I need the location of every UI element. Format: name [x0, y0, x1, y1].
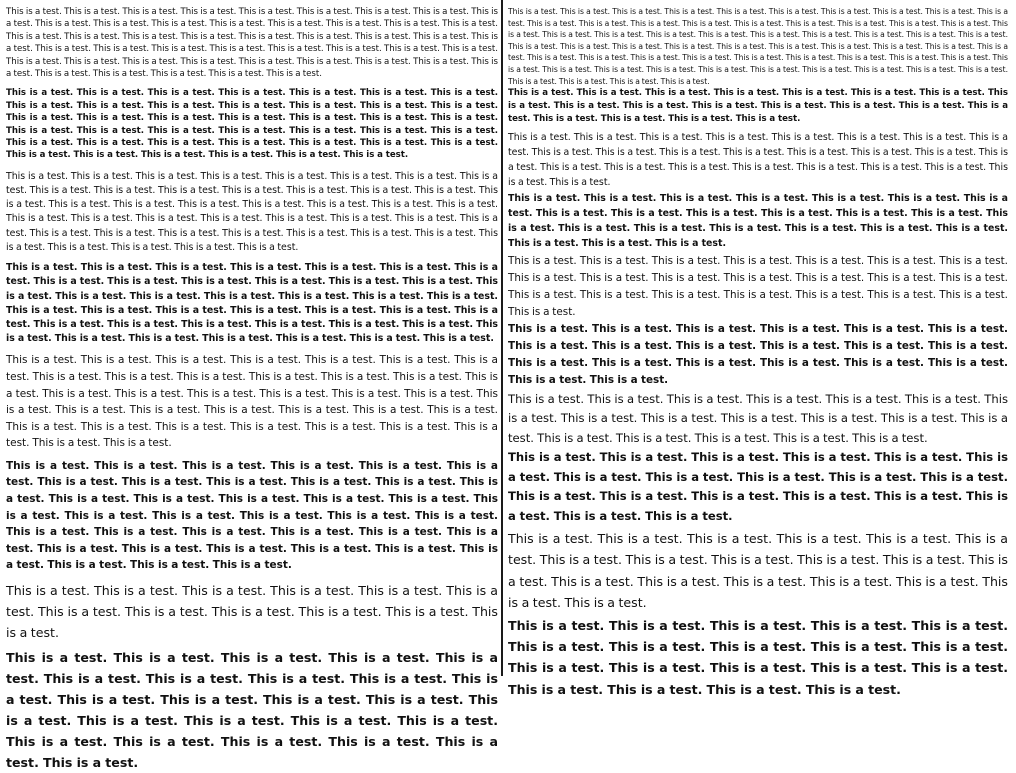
- text-paragraph: This is a test. This is a test. This is a test. This is a test. This is a test. This is a test. This is a test. This is a test. This is a test. This is a test. This is a test. This is a test. This is a test. This is a test. This is a test. This is a test. This is a test. This is a test. This is a test. This is a test. This is a test. This is a test. This is a test. This is a test. This is a test.: [6, 650, 498, 771]
- text-paragraph: This is a test. This is a test. This is a test. This is a test. This is a test. This is a test. This is a test. This is a test. This is a test. This is a test. This is a test. This is a test. This is a test. This is a test. This is a test. This is a test. This is a test. This is a test. This is a test. This is a test. This is a test. This is a test. This is a test. This is a test. This is a test.: [508, 132, 1008, 189]
- text-paragraph: This is a test. This is a test. This is a test. This is a test. This is a test. This is a test. This is a test. This is a test. This is a test. This is a test. This is a test. This is a test. This is a test. This is a test. This is a test. This is a test. This is a test. This is a test. This is a test. This is a test. This is a test. This is a test.: [508, 255, 1008, 318]
- text-paragraph: This is a test. This is a test. This is a test. This is a test. This is a test. This is a test. This is a test. This is a test. This is a test. This is a test. This is a test. This is a test. This is a test. This is a test. This is a test. This is a test. This is a test. This is a test. This is a test.: [508, 617, 1008, 697]
- text-paragraph: This is a test. This is a test. This is a test. This is a test. This is a test. This is a test. This is a test. This is a test. This is a test. This is a test. This is a test. This is a test. This is a test. This is a test. This is a test. This is a test. This is a test. This is a test. This is a test. This is a test. This is a test. This is a test. This is a test. This is a test. This is a test. This is a test. This is a test. This is a test. This is a test. This is a test. This is a test. This is a test. This is a test. This is a test. This is a test. This is a test. This is a test. This is a test. This is a test. This is a test.: [6, 262, 498, 345]
- left-text-column: [0, 0, 502, 771]
- text-paragraph: This is a test. This is a test. This is a test. This is a test. This is a test. This is a test. This is a test. This is a test. This is a test. This is a test. This is a test. This is a test. This is a test. This is a test. This is a test. This is a test. This is a test. This is a test. This is a test.: [508, 88, 1008, 125]
- text-paragraph: This is a test. This is a test. This is a test. This is a test. This is a test. This is a test. This is a test. This is a test. This is a test. This is a test. This is a test. This is a test.: [6, 583, 498, 641]
- text-paragraph: This is a test. This is a test. This is a test. This is a test. This is a test. This is a test. This is a test. This is a test. This is a test. This is a test. This is a test. This is a test. This is a test. This is a test. This is a test. This is a test. This is a test. This is a test. This is a test. This is a test. This is a test. This is a test. This is a test. This is a test. This is a test. This is a test. This is a test. This is a test. This is a test. This is a test. This is a test. This is a test. This is a test. This is a test. This is a test. This is a test. This is a test. This is a test. This is a test. This is a test. This is a test.: [6, 88, 498, 161]
- text-paragraph: This is a test. This is a test. This is a test. This is a test. This is a test. This is a test. This is a test. This is a test. This is a test. This is a test. This is a test. This is a test. This is a test. This is a test. This is a test. This is a test. This is a test. This is a test. This is a test.: [508, 450, 1008, 523]
- text-paragraph: This is a test. This is a test. This is a test. This is a test. This is a test. This is a test. This is a test. This is a test. This is a test. This is a test. This is a test. This is a test. This is a test. This is a test. This is a test. This is a test. This is a test. This is a test. This is a test. This is a test. This is a test. This is a test. This is a test. This is a test. This is a test. This is a test. This is a test. This is a test. This is a test. This is a test. This is a test. This is a test. This is a test. This is a test. This is a test. This is a test. This is a test. This is a test.: [6, 459, 498, 572]
- text-paragraph: This is a test. This is a test. This is a test. This is a test. This is a test. This is a test. This is a test. This is a test. This is a test. This is a test. This is a test. This is a test. This is a test. This is a test. This is a test. This is a test. This is a test. This is a test. This is a test. This is a test. This is a test. This is a test. This is a test. This is a test. This is a test. This is a test. This is a test. This is a test. This is a test. This is a test. This is a test. This is a test. This is a test. This is a test. This is a test. This is a test. This is a test. This is a test. This is a test. This is a test. This is a test. This is a test. This is a test.: [6, 170, 498, 253]
- right-text-column: [503, 0, 1016, 697]
- text-paragraph: This is a test. This is a test. This is a test. This is a test. This is a test. This is a test. This is a test. This is a test. This is a test. This is a test. This is a test. This is a test. This is a test. This is a test. This is a test. This is a test. This is a test. This is a test. This is a test. This is a test. This is a test. This is a test. This is a test.: [508, 193, 1008, 250]
- text-paragraph: This is a test. This is a test. This is a test. This is a test. This is a test. This is a test. This is a test. This is a test. This is a test. This is a test. This is a test. This is a test. This is a test. This is a test. This is a test. This is a test. This is a test. This is a test. This is a test.: [508, 531, 1008, 611]
- text-paragraph: This is a test. This is a test. This is a test. This is a test. This is a test. This is a test. This is a test. This is a test. This is a test. This is a test. This is a test. This is a test. This is a test. This is a test. This is a test. This is a test. This is a test. This is a test. This is a test. This is a test. This is a test. This is a test. This is a test. This is a test. This is a test. This is a test. This is a test. This is a test. This is a test. This is a test. This is a test. This is a test. This is a test. This is a test. This is a test. This is a test.: [6, 354, 498, 450]
- text-paragraph: This is a test. This is a test. This is a test. This is a test. This is a test. This is a test. This is a test. This is a test. This is a test. This is a test. This is a test. This is a test. This is a test. This is a test. This is a test. This is a test. This is a test. This is a test. This is a test. This is a test.: [508, 323, 1008, 386]
- text-paragraph: This is a test. This is a test. This is a test. This is a test. This is a test. This is a test. This is a test. This is a test. This is a test. This is a test. This is a test. This is a test. This is a test. This is a test. This is a test. This is a test. This is a test. This is a test. This is a test. This is a test. This is a test. This is a test. This is a test. This is a test. This is a test. This is a test. This is a test. This is a test. This is a test. This is a test. This is a test. This is a test. This is a test. This is a test. This is a test. This is a test. This is a test. This is a test. This is a test. This is a test. This is a test. This is a test. This is a test. This is a test. This is a test. This is a test. This is a test. This is a test. This is a test. This is a test. This is a test. This is a test. This is a test. This is a test. This is a test. This is a test. This is a test. This is a test. This is a test. This is a test. This is a test. This is a test.: [508, 7, 1008, 86]
- text-paragraph: This is a test. This is a test. This is a test. This is a test. This is a test. This is a test. This is a test. This is a test. This is a test. This is a test. This is a test. This is a test. This is a test. This is a test. This is a test. This is a test. This is a test. This is a test. This is a test. This is a test. This is a test. This is a test. This is a test. This is a test. This is a test. This is a test. This is a test. This is a test. This is a test. This is a test. This is a test. This is a test. This is a test. This is a test. This is a test. This is a test. This is a test. This is a test. This is a test. This is a test. This is a test. This is a test. This is a test. This is a test. This is a test. This is a test. This is a test. This is a test.: [6, 7, 498, 80]
- text-paragraph: This is a test. This is a test. This is a test. This is a test. This is a test. This is a test. This is a test. This is a test. This is a test. This is a test. This is a test. This is a test. This is a test. This is a test. This is a test. This is a test. This is a test. This is a test.: [508, 391, 1008, 445]
